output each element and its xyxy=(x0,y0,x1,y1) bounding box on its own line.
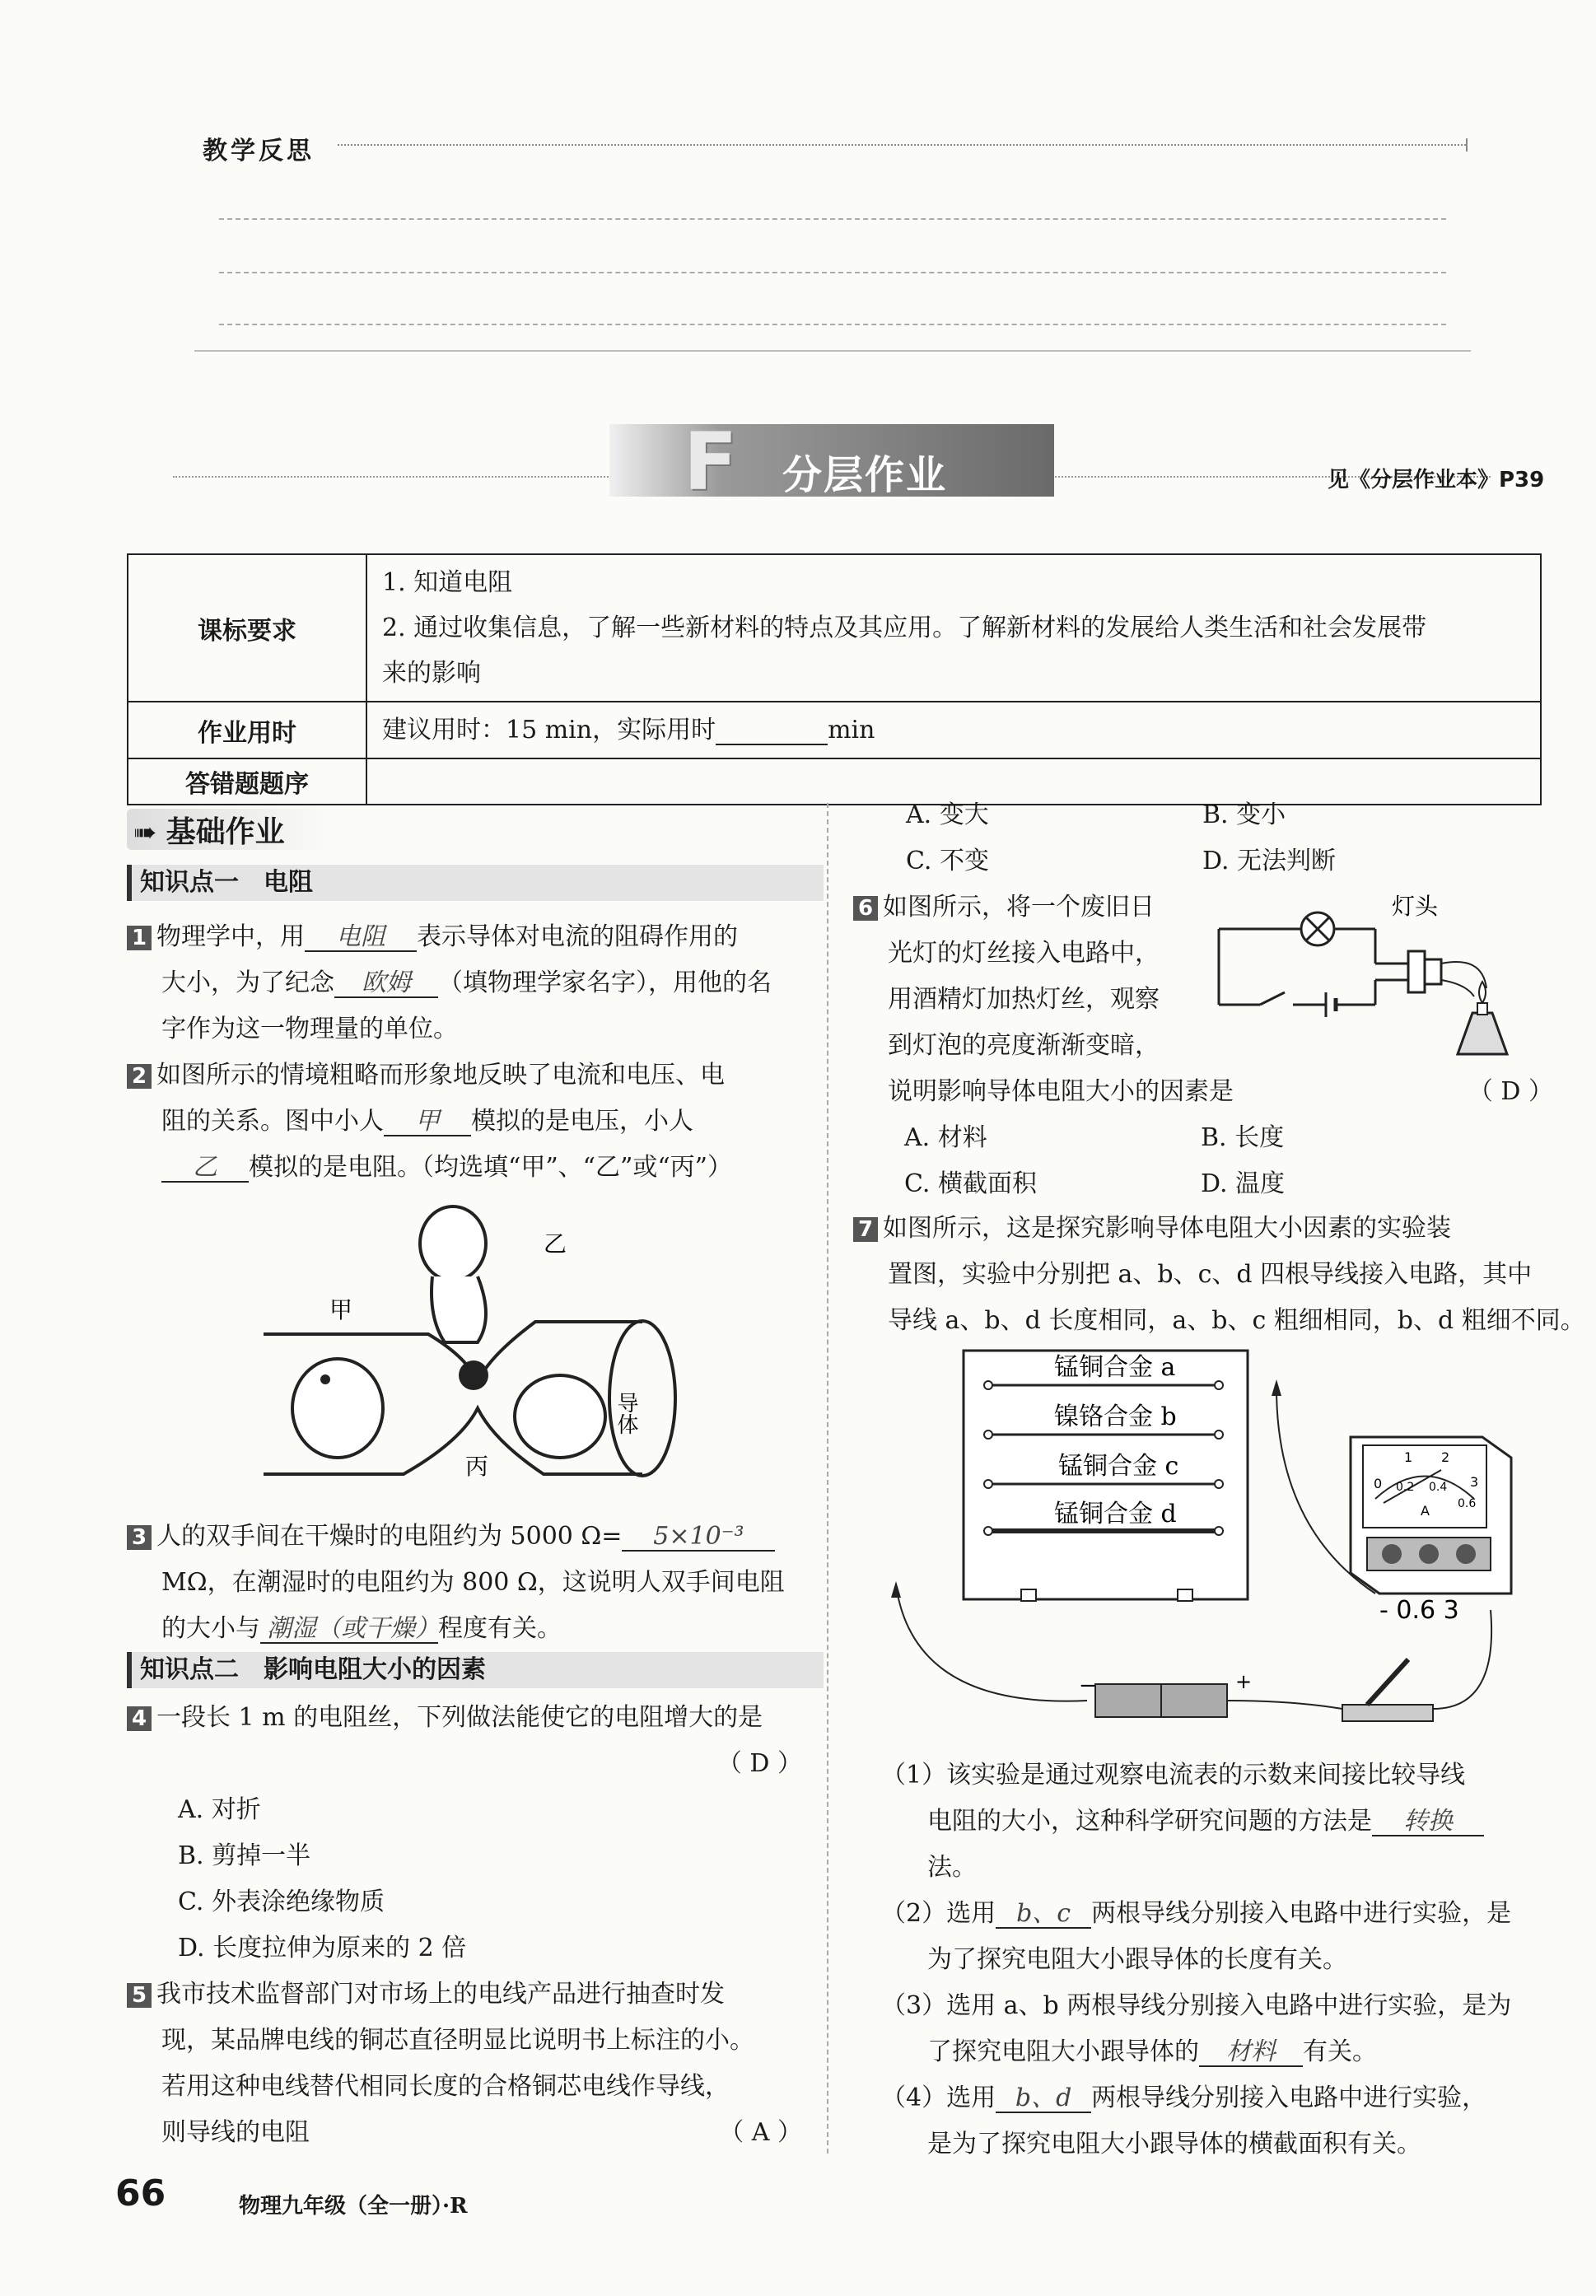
banner-reference: 见《分层作业本》P39 xyxy=(1328,468,1545,492)
section-title xyxy=(127,809,333,850)
requirements-table xyxy=(127,553,1542,805)
table-label: 答错题题序 xyxy=(128,758,366,805)
section-title-text: 基础作业 xyxy=(166,815,285,849)
q3-blank-1[interactable]: 5×10⁻³ xyxy=(622,1524,775,1552)
q7-sub1-text: 法。 xyxy=(927,1853,977,1882)
knowledge-point-1: 知识点一 电阻 xyxy=(127,865,824,901)
q7-sub4-blank[interactable]: b、d xyxy=(996,2085,1091,2113)
table-row xyxy=(128,554,1541,702)
label-jia: 甲 xyxy=(329,1296,353,1323)
banner-title: 分层作业 xyxy=(782,452,948,498)
wire-label-d: 锰铜合金 d xyxy=(1054,1500,1177,1528)
question-number: 4 xyxy=(127,1706,152,1731)
q7-sub4-text: 是为了探究电阻大小跟导体的横截面积有关。 xyxy=(927,2130,1421,2158)
q4-answer: （ D ） xyxy=(716,1749,802,1778)
book-title: 物理九年级（全一册）·R xyxy=(239,2194,468,2219)
q2-blank-2[interactable]: 乙 xyxy=(161,1155,249,1183)
label-bing: 丙 xyxy=(465,1453,489,1480)
knowledge-point-2: 知识点二 影响电阻大小的因素 xyxy=(127,1652,824,1688)
q7-sub3-blank[interactable]: 材料 xyxy=(1199,2039,1303,2067)
q3-text: 人的双手间在干燥时的电阻约为 5000 Ω= xyxy=(156,1522,623,1551)
q1-blank-2[interactable]: 欧姆 xyxy=(334,970,438,998)
q3-blank-2[interactable]: 潮湿（或干燥） xyxy=(260,1616,438,1644)
battery-icon xyxy=(1095,1684,1161,1717)
resistance-experiment-figure xyxy=(881,1346,1540,1742)
q4-text: 一段长 1 m 的电阻丝，下列做法能使它的电阻增大的是 xyxy=(156,1703,763,1732)
q7-text: 如图所示，这是探究影响导体电阻大小因素的实验装 xyxy=(883,1214,1451,1243)
q5-answer: （ A ） xyxy=(719,2118,802,2147)
question-number: 6 xyxy=(853,896,878,921)
q3-text: 程度有关。 xyxy=(438,1614,562,1643)
scale-tick-label: 0 xyxy=(1374,1476,1383,1491)
q7-sub1-text: （1）该实验是通过观察电流表的示数来间接比较导线 xyxy=(881,1761,1466,1790)
q7-sub2-text: 为了探究电阻大小跟导体的长度有关。 xyxy=(927,1945,1347,1974)
reflection-line-3 xyxy=(219,324,1446,325)
q5-option: A. 变大 xyxy=(906,800,989,829)
scale-tick-label: 0.6 xyxy=(1458,1497,1477,1510)
q2-text: 模拟的是电压，小人 xyxy=(471,1107,693,1136)
q6-option: C. 横截面积 xyxy=(904,1169,1037,1198)
battery-plus: + xyxy=(1235,1670,1253,1693)
q4-option: C. 外表涂绝缘物质 xyxy=(178,1888,385,1916)
q5-text: 若用这种电线替代相同长度的合格铜芯电线作导线， xyxy=(161,2072,730,2101)
lamp-cap-icon xyxy=(1408,951,1425,992)
flame-icon xyxy=(1479,982,1486,1003)
page-number: 66 xyxy=(115,2172,166,2214)
reflection-title: 教学反思 xyxy=(203,137,315,166)
table-cell xyxy=(366,554,1541,702)
q7-sub2-text: 两根导线分别接入电路中进行实验，是 xyxy=(1091,1899,1512,1928)
scale-tick-label: 1 xyxy=(1404,1449,1413,1465)
wire-label-c: 锰铜合金 c xyxy=(1058,1452,1179,1481)
table-row xyxy=(128,702,1541,758)
table-label: 作业用时 xyxy=(128,702,366,758)
q5-options xyxy=(906,792,1548,884)
question-3 xyxy=(127,1514,810,1652)
q6-text: 用酒精灯加热灯丝，观察 xyxy=(888,985,1160,1014)
ammeter-unit: A xyxy=(1421,1503,1430,1519)
q5-text: 现，某品牌电线的铜芯直径明显比说明书上标注的小。 xyxy=(161,2026,754,2055)
wire-label-b: 镍铬合金 b xyxy=(1054,1402,1177,1431)
reflection-top-line xyxy=(338,144,1466,146)
q1-text: 大小，为了纪念 xyxy=(161,968,334,997)
scale-tick-label: 2 xyxy=(1441,1449,1450,1465)
q6-option: A. 材料 xyxy=(904,1123,987,1152)
question-7 xyxy=(853,1206,1585,1344)
q5-text: 我市技术监督部门对市场上的电线产品进行抽查时发 xyxy=(156,1980,725,2009)
reflection-line-1 xyxy=(219,218,1446,220)
ammeter-terminals: - 0.6 3 xyxy=(1379,1596,1459,1625)
scale-tick-label: 3 xyxy=(1470,1474,1479,1490)
q7-sub3-text: 了探究电阻大小跟导体的 xyxy=(927,2037,1199,2066)
q7-sub2-text: （2）选用 xyxy=(881,1899,996,1928)
switch-icon xyxy=(1260,992,1285,1005)
label-yi: 乙 xyxy=(544,1230,567,1258)
time-text: 建议用时：15 min，实际用时 xyxy=(382,716,716,744)
question-number: 3 xyxy=(127,1525,152,1550)
q3-text: MΩ，在潮湿时的电阻约为 800 Ω，这说明人双手间电阻 xyxy=(161,1568,785,1597)
q5-option: D. 无法判断 xyxy=(1202,847,1337,875)
reflection-bottom-line xyxy=(194,350,1471,352)
q6-text: 如图所示，将一个废旧日 xyxy=(883,893,1155,922)
q2-text: 模拟的是电阻。（均选填“甲”、“乙”或“丙”） xyxy=(249,1153,733,1182)
current-voltage-resistance-figure xyxy=(264,1194,692,1491)
wire-label-a: 锰铜合金 a xyxy=(1054,1353,1176,1382)
reflection-line-2 xyxy=(219,272,1446,273)
alcohol-lamp-icon xyxy=(1458,1013,1507,1054)
q1-text: 表示导体对电流的阻碍作用的 xyxy=(417,922,738,951)
question-4 xyxy=(127,1695,810,1972)
scale-tick-label: 0.4 xyxy=(1429,1481,1448,1494)
reflection-right-tick xyxy=(1466,138,1468,152)
q7-sub3-text: 有关。 xyxy=(1303,2037,1377,2066)
question-1 xyxy=(127,914,810,1052)
standard-line: 2. 通过收集信息，了解一些新材料的特点及其应用。了解新材料的发展给人类生活和社会发展带 xyxy=(382,614,1427,642)
q4-option: D. 长度拉伸为原来的 2 倍 xyxy=(178,1934,467,1962)
q4-option: A. 对折 xyxy=(178,1795,261,1824)
label-daoti: 导体 xyxy=(614,1392,638,1435)
q6-text: 说明影响导体电阻大小的因素是 xyxy=(888,1077,1234,1106)
question-2 xyxy=(127,1052,810,1191)
battery-minus: − xyxy=(1079,1673,1097,1698)
q7-sub4-text: （4）选用 xyxy=(881,2084,996,2112)
q5-option: B. 变小 xyxy=(1202,800,1286,829)
q2-text: 如图所示的情境粗略而形象地反映了电流和电压、电 xyxy=(156,1061,725,1090)
question-number: 2 xyxy=(127,1064,152,1089)
standard-line: 1. 知道电阻 xyxy=(382,568,513,597)
q1-text: （填物理学家名字），用他的名 xyxy=(438,968,772,997)
time-unit: min xyxy=(828,716,875,744)
q4-option: B. 剪掉一半 xyxy=(178,1841,311,1870)
q7-text: 置图，实验中分别把 a、b、c、d 四根导线接入电路，其中 xyxy=(888,1260,1533,1289)
q6-text: 光灯的灯丝接入电路中， xyxy=(888,939,1160,968)
q1-text: 字作为这一物理量的单位。 xyxy=(161,1015,458,1043)
q7-sub1-blank[interactable]: 转换 xyxy=(1372,1808,1484,1836)
q7-sub4-text: 两根导线分别接入电路中进行实验， xyxy=(1091,2084,1487,2112)
time-blank[interactable] xyxy=(716,717,828,745)
question-5 xyxy=(127,1972,810,2156)
arrow-icon: ➠ xyxy=(133,816,157,849)
switch-icon xyxy=(1342,1705,1433,1721)
q6-answer: （ D ） xyxy=(1468,1077,1553,1106)
q5-option: C. 不变 xyxy=(906,847,989,875)
q5-text: 则导线的电阻 xyxy=(161,2118,310,2147)
q2-text: 阻的关系。图中小人 xyxy=(161,1107,384,1136)
question-number: 7 xyxy=(853,1217,878,1242)
q6-option: D. 温度 xyxy=(1201,1169,1286,1198)
q7-sub3-text: （3）选用 a、b 两根导线分别接入电路中进行实验，是为 xyxy=(881,1991,1512,2020)
table-label: 课标要求 xyxy=(128,554,366,702)
lamp-cap-label: 灯头 xyxy=(1392,893,1439,920)
q7-sub2-blank[interactable]: b、c xyxy=(996,1901,1091,1929)
banner-letter-icon: F xyxy=(684,416,738,508)
q7-subquestions xyxy=(881,1752,1556,2168)
question-number: 1 xyxy=(127,926,152,950)
question-number: 5 xyxy=(127,1983,152,2008)
table-cell xyxy=(366,702,1541,758)
q1-blank-1[interactable]: 电阻 xyxy=(305,924,417,952)
q7-text: 导线 a、b、d 长度相同，a、b、c 粗细相同，b、d 粗细不同。 xyxy=(888,1306,1585,1335)
scale-tick-label: 0.2 xyxy=(1396,1481,1415,1494)
q6-option: B. 长度 xyxy=(1201,1123,1285,1152)
standard-line: 来的影响 xyxy=(382,659,481,688)
q2-blank-1[interactable]: 甲 xyxy=(384,1108,471,1136)
q6-text: 到灯泡的亮度渐渐变暗， xyxy=(888,1031,1160,1060)
q1-text: 物理学中，用 xyxy=(156,922,305,951)
q7-sub1-text: 电阻的大小，这种科学研究问题的方法是 xyxy=(927,1807,1372,1836)
filament-circuit-figure xyxy=(1211,889,1540,1071)
column-divider xyxy=(827,803,828,2154)
q3-text: 的大小与 xyxy=(161,1614,260,1643)
